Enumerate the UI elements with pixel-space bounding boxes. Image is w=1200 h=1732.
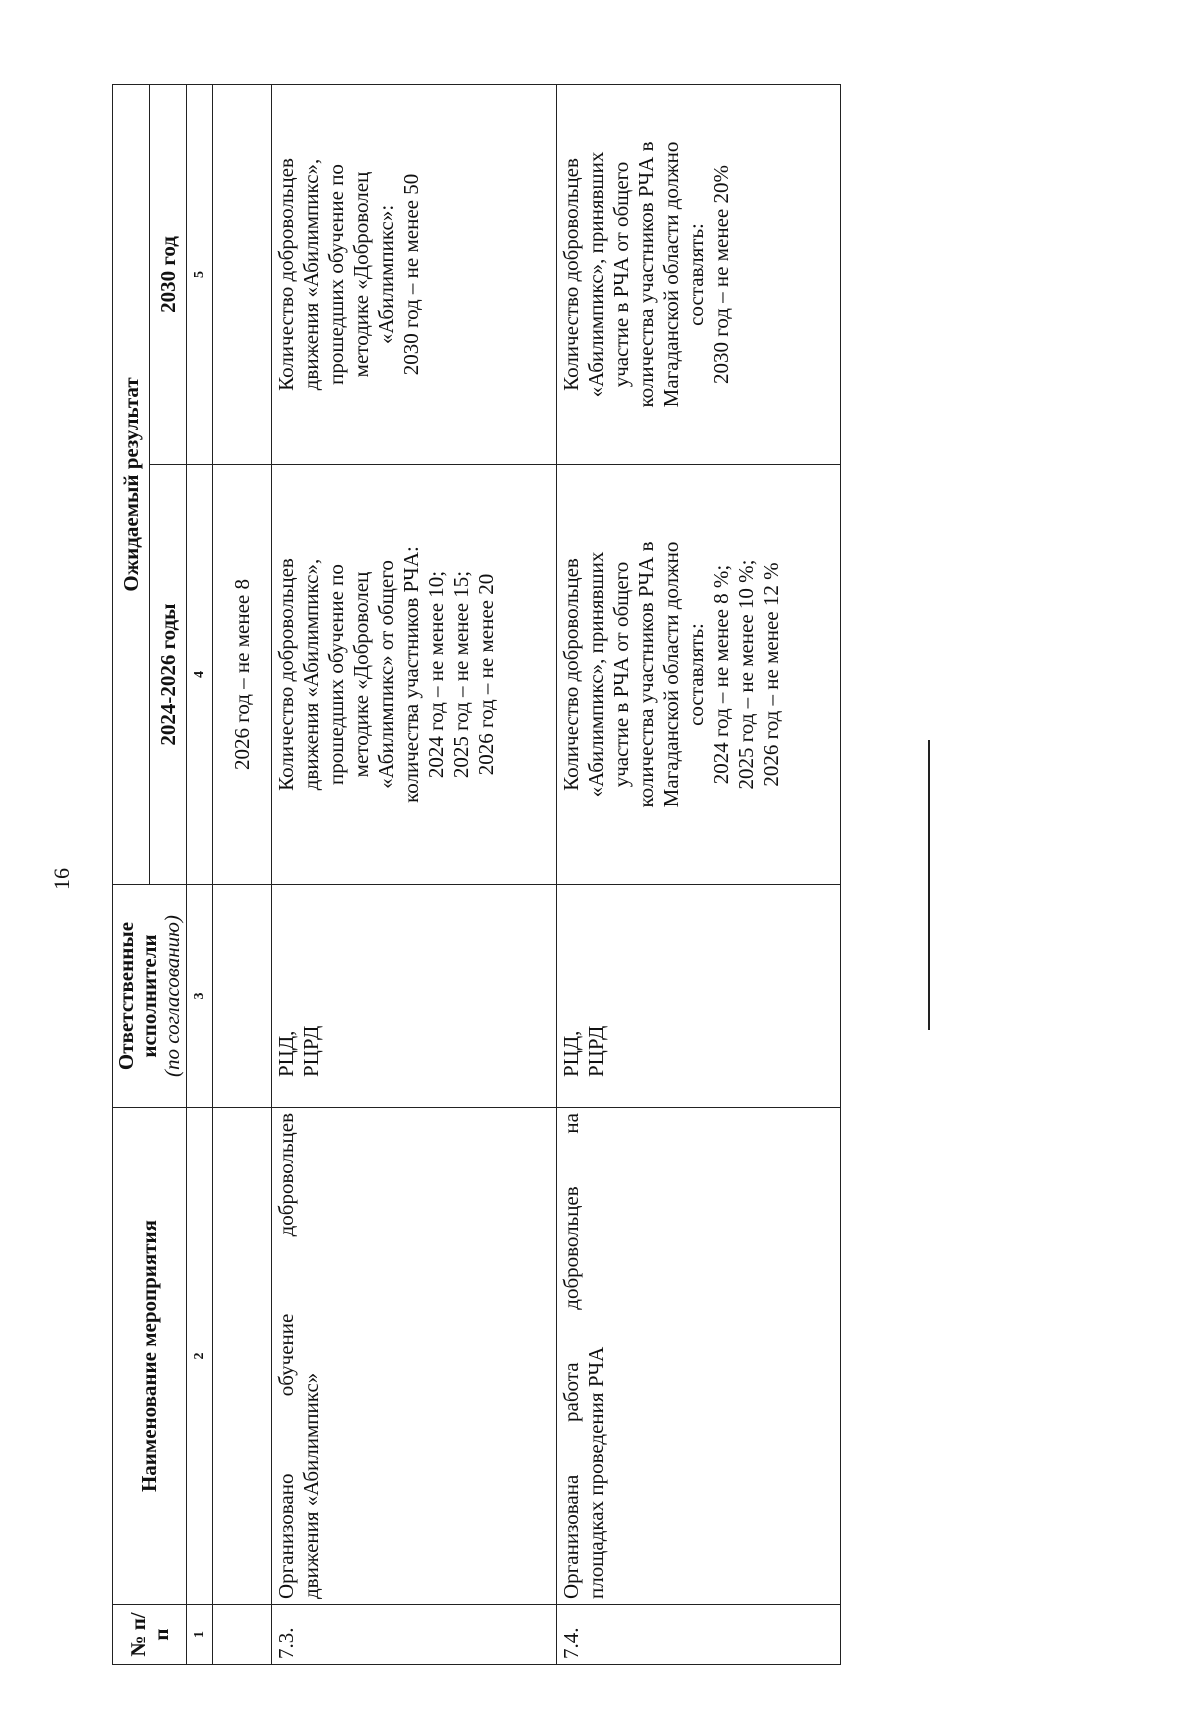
result-line: 2030 год – не менее 20% (709, 165, 733, 384)
events-table (112, 84, 841, 1665)
table-row (557, 84, 841, 1664)
cell-name-line: Организовано обучение добровольцев (274, 1113, 298, 1599)
result-line: 2024 год – не менее 8 %; (709, 564, 733, 785)
result-line: Магаданской области должно (659, 141, 683, 408)
result-line: 2025 год – не менее 15; (449, 570, 473, 779)
header-period-2024-2026: 2024-2026 годы (150, 465, 187, 885)
result-line: количества участников РЧА в (634, 141, 658, 408)
result-line: составлять: (684, 223, 708, 326)
column-number: 4 (187, 465, 213, 885)
table-row (272, 84, 557, 1664)
header-responsible-title: Ответственные исполнители (114, 921, 161, 1071)
cell-name (272, 1108, 557, 1605)
result-line: Магаданской области должно (659, 541, 683, 808)
column-number: 2 (187, 1108, 213, 1605)
result-line: участие в РЧА от общего (609, 161, 633, 388)
result-line: Количество добровольцев (274, 558, 298, 791)
result-line: количества участников РЧА: (399, 546, 423, 803)
cell-result-2030 (272, 84, 557, 464)
result-line: методике «Доброволец (349, 571, 373, 778)
header-period-2030: 2030 год (150, 84, 187, 464)
continuation-row (213, 84, 272, 1664)
header-responsible (113, 885, 187, 1108)
cell-empty (213, 1108, 272, 1605)
result-line: 2030 год – не менее 50 (399, 173, 423, 376)
header-row (113, 84, 150, 1664)
result-line: 2025 год – не менее 10 %; (734, 559, 758, 790)
cell-num: 7.3. (272, 1605, 557, 1665)
column-number: 1 (187, 1605, 213, 1665)
result-line: количества участников РЧА в (634, 541, 658, 808)
signature-line (928, 740, 930, 1030)
result-line: 2024 год – не менее 10; (424, 570, 448, 779)
cell-result-2024-2026 (557, 465, 841, 885)
cell-name-line: движения «Абилимпикс» (299, 1372, 323, 1599)
result-line: «Абилимпикс», принявших (584, 151, 608, 398)
column-number: 5 (187, 84, 213, 464)
cell-result-2024-2026 (272, 465, 557, 885)
result-line: 2026 год – не менее 20 (474, 573, 498, 776)
cell-responsible-line: РЦД, (274, 1030, 298, 1077)
result-line: участие в РЧА от общего (609, 561, 633, 788)
result-line: 2026 год – не менее 12 % (759, 562, 783, 787)
cell-result-2024-2026: 2026 год – не менее 8 (213, 465, 272, 885)
header-expected: Ожидаемый результат (113, 84, 150, 884)
cell-responsible (272, 885, 557, 1108)
result-line: прошедших обучение по (324, 164, 348, 385)
cell-responsible-line: РЦД, (559, 1030, 583, 1077)
result-line: Количество добровольцев (559, 558, 583, 791)
cell-name-line: площадках проведения РЧА (584, 1346, 608, 1599)
cell-name (557, 1108, 841, 1605)
result-line: «Абилимпикс»: (374, 204, 398, 345)
cell-result-2030 (557, 84, 841, 464)
header-name: Наименование мероприятия (113, 1108, 187, 1605)
result-line: «Абилимпикс», принявших (584, 551, 608, 798)
header-responsible-note: (по согласованию) (160, 915, 184, 1077)
cell-empty (213, 885, 272, 1108)
result-line: Количество добровольцев (274, 158, 298, 391)
result-line: движения «Абилимпикс», (299, 558, 323, 791)
column-numbers-row (187, 84, 213, 1664)
cell-responsible (557, 885, 841, 1108)
header-num: № п/п (113, 1605, 187, 1665)
cell-num: 7.4. (557, 1605, 841, 1665)
result-line: Количество добровольцев (559, 158, 583, 391)
cell-empty (213, 1605, 272, 1665)
cell-responsible-line: РЦРД (299, 1025, 323, 1077)
result-line: движения «Абилимпикс», (299, 158, 323, 391)
cell-responsible-line: РЦРД (584, 1025, 608, 1077)
cell-empty (213, 84, 272, 464)
result-line: составлять: (684, 623, 708, 726)
result-line: прошедших обучение по (324, 564, 348, 785)
result-line: методике «Доброволец (349, 171, 373, 378)
cell-name-line: Организована работа добровольцев на (559, 1113, 583, 1599)
page-number: 16 (49, 868, 74, 890)
result-line: «Абилимпикс» от общего (374, 560, 398, 789)
table-container (112, 85, 832, 1665)
column-number: 3 (187, 885, 213, 1108)
